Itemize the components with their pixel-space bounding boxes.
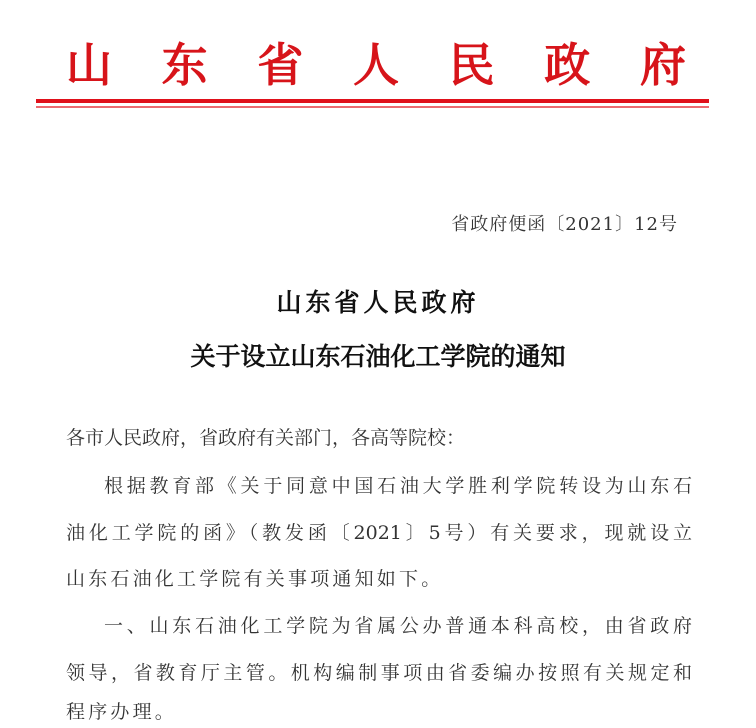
issuing-authority-header	[66, 38, 686, 92]
header-char: 山	[66, 38, 112, 92]
title-line-1: 山东省人民政府	[276, 288, 480, 317]
title-line-2: 关于设立山东石油化工学院的通知	[190, 342, 566, 371]
body-line: 山东石油化工学院有关事项通知如下。	[66, 568, 444, 590]
document-number: 省政府便函〔2021〕12号	[451, 214, 678, 235]
header-char: 府	[639, 38, 686, 92]
body-line: 一、山东石油化工学院为省属公办普通本科高校，由省政府	[104, 615, 692, 637]
header-char: 政	[544, 38, 591, 92]
header-char: 东	[161, 38, 208, 92]
red-divider-thick	[36, 99, 709, 103]
body-line: 程序办理。	[66, 701, 178, 723]
header-char: 省	[257, 38, 304, 92]
body-line: 根据教育部《关于同意中国石油大学胜利学院转设为山东石	[104, 475, 692, 497]
body-line: 领导，省教育厅主管。机构编制事项由省委编办按照有关规定和	[66, 662, 692, 684]
header-char: 人	[352, 38, 399, 92]
red-divider-thin	[36, 106, 709, 108]
header-char: 民	[448, 38, 495, 92]
salutation: 各市人民政府，省政府有关部门，各高等院校：	[66, 427, 466, 449]
body-line: 油化工学院的函》（教发函〔2021〕5号）有关要求，现就设立	[66, 522, 692, 544]
